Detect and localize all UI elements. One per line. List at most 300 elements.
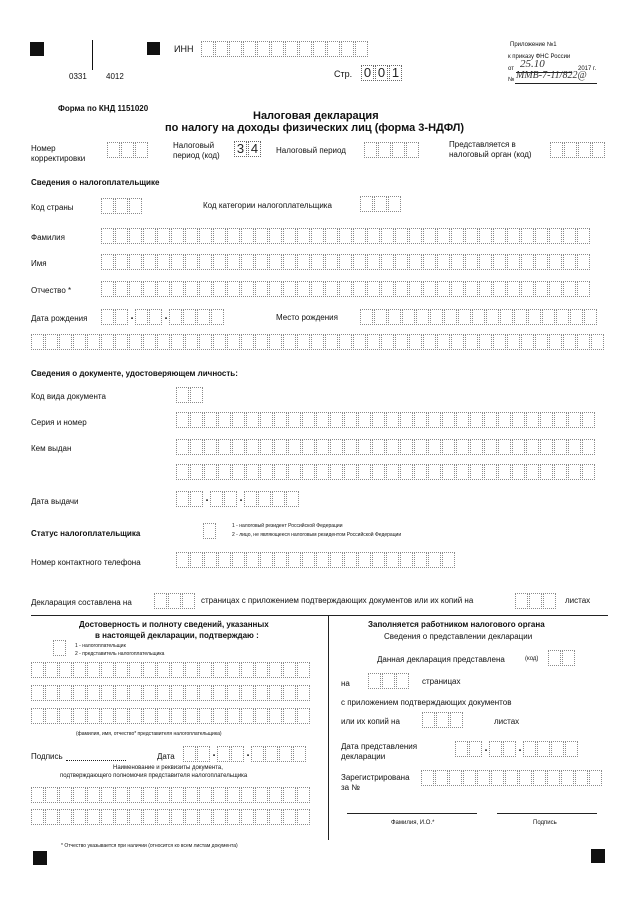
input-cell[interactable] — [45, 809, 58, 825]
input-cell[interactable] — [465, 334, 478, 350]
input-cell[interactable] — [213, 281, 226, 297]
first-name-field[interactable] — [101, 254, 591, 270]
input-cell[interactable] — [360, 196, 373, 212]
input-cell[interactable] — [185, 254, 198, 270]
input-cell[interactable] — [269, 254, 282, 270]
input-cell[interactable] — [182, 593, 195, 609]
input-cell[interactable] — [115, 198, 128, 214]
correction-number-field[interactable] — [107, 142, 149, 158]
input-cell[interactable] — [484, 439, 497, 455]
input-cell[interactable] — [582, 439, 595, 455]
input-cell[interactable] — [381, 334, 394, 350]
input-cell[interactable] — [255, 281, 268, 297]
input-cell[interactable] — [213, 787, 226, 803]
input-cell[interactable] — [388, 309, 401, 325]
input-cell[interactable] — [400, 439, 413, 455]
input-cell[interactable] — [283, 254, 296, 270]
input-cell[interactable] — [521, 254, 534, 270]
input-cell[interactable] — [505, 770, 518, 786]
country-code-field[interactable] — [101, 198, 143, 214]
input-cell[interactable] — [185, 809, 198, 825]
input-cell[interactable] — [241, 787, 254, 803]
input-cell[interactable] — [297, 662, 310, 678]
input-cell[interactable] — [73, 334, 86, 350]
input-cell[interactable] — [218, 464, 231, 480]
input-cell[interactable] — [135, 142, 148, 158]
input-cell[interactable] — [470, 464, 483, 480]
input-cell[interactable] — [129, 281, 142, 297]
tax-period-code-field[interactable] — [234, 141, 262, 157]
input-cell[interactable] — [368, 673, 381, 689]
input-cell[interactable] — [269, 708, 282, 724]
input-cell[interactable] — [260, 464, 273, 480]
input-cell[interactable] — [101, 281, 114, 297]
input-cell[interactable] — [190, 464, 203, 480]
input-cell[interactable] — [246, 552, 259, 568]
input-cell[interactable] — [372, 412, 385, 428]
input-cell[interactable] — [550, 142, 563, 158]
input-cell[interactable] — [409, 334, 422, 350]
input-cell[interactable] — [283, 281, 296, 297]
input-cell[interactable] — [31, 662, 44, 678]
input-cell[interactable] — [382, 673, 395, 689]
input-cell[interactable] — [59, 685, 72, 701]
input-cell[interactable] — [227, 281, 240, 297]
series-number-field[interactable] — [176, 412, 596, 428]
confirmer-type-field[interactable] — [53, 640, 67, 656]
input-cell[interactable] — [157, 254, 170, 270]
input-cell[interactable] — [568, 464, 581, 480]
input-cell[interactable] — [199, 685, 212, 701]
input-cell[interactable] — [563, 228, 576, 244]
input-cell[interactable] — [269, 685, 282, 701]
input-cell[interactable] — [562, 650, 575, 666]
input-cell[interactable] — [416, 309, 429, 325]
input-cell[interactable] — [157, 685, 170, 701]
input-cell[interactable] — [549, 254, 562, 270]
input-cell[interactable] — [507, 281, 520, 297]
input-cell[interactable] — [101, 708, 114, 724]
input-cell[interactable] — [168, 593, 181, 609]
input-cell[interactable] — [45, 662, 58, 678]
page-number-field[interactable] — [361, 65, 403, 81]
input-cell[interactable] — [526, 412, 539, 428]
input-cell[interactable] — [367, 254, 380, 270]
input-cell[interactable] — [101, 198, 114, 214]
input-cell[interactable] — [577, 228, 590, 244]
input-cell[interactable] — [227, 228, 240, 244]
input-cell[interactable] — [395, 281, 408, 297]
input-cell[interactable] — [241, 708, 254, 724]
input-cell[interactable] — [297, 281, 310, 297]
input-cell[interactable] — [381, 281, 394, 297]
input-cell[interactable] — [591, 334, 604, 350]
input-cell[interactable] — [199, 334, 212, 350]
input-cell[interactable] — [227, 685, 240, 701]
registration-number-field[interactable] — [421, 770, 603, 786]
input-cell[interactable] — [87, 685, 100, 701]
input-cell[interactable] — [59, 787, 72, 803]
issue-date-field[interactable]: . . — [176, 491, 300, 507]
input-cell[interactable] — [512, 412, 525, 428]
input-cell[interactable] — [143, 281, 156, 297]
input-cell[interactable] — [204, 464, 217, 480]
patronymic-field[interactable] — [101, 281, 591, 297]
input-cell[interactable] — [367, 228, 380, 244]
input-cell[interactable] — [269, 787, 282, 803]
input-cell[interactable] — [388, 196, 401, 212]
birth-date-field[interactable]: . . — [101, 309, 225, 325]
input-cell[interactable] — [302, 552, 315, 568]
input-cell[interactable] — [547, 770, 560, 786]
input-cell[interactable] — [232, 439, 245, 455]
input-cell[interactable] — [115, 787, 128, 803]
input-cell[interactable] — [129, 685, 142, 701]
input-cell[interactable] — [213, 662, 226, 678]
input-cell[interactable] — [283, 334, 296, 350]
input-cell[interactable] — [339, 281, 352, 297]
input-cell[interactable] — [450, 712, 463, 728]
input-cell[interactable] — [241, 334, 254, 350]
input-cell[interactable] — [285, 41, 298, 57]
input-cell[interactable] — [171, 281, 184, 297]
input-cell[interactable] — [484, 412, 497, 428]
office-pages-field[interactable] — [368, 673, 410, 689]
input-cell[interactable] — [414, 439, 427, 455]
input-cell[interactable] — [101, 254, 114, 270]
input-cell[interactable] — [500, 309, 513, 325]
input-cell[interactable] — [31, 685, 44, 701]
input-cell[interactable] — [372, 439, 385, 455]
confirm-date-field[interactable]: . . — [183, 746, 307, 762]
input-cell[interactable] — [241, 281, 254, 297]
input-cell[interactable] — [232, 552, 245, 568]
input-cell[interactable] — [372, 552, 385, 568]
input-cell[interactable] — [442, 412, 455, 428]
input-cell[interactable] — [227, 787, 240, 803]
input-cell[interactable] — [115, 228, 128, 244]
input-cell[interactable] — [190, 439, 203, 455]
input-cell[interactable] — [45, 334, 58, 350]
input-cell[interactable] — [171, 254, 184, 270]
input-cell[interactable] — [101, 228, 114, 244]
input-cell[interactable] — [185, 281, 198, 297]
input-cell[interactable] — [143, 685, 156, 701]
input-cell[interactable] — [358, 412, 371, 428]
input-cell[interactable] — [402, 309, 415, 325]
input-cell[interactable] — [430, 309, 443, 325]
input-cell[interactable] — [274, 464, 287, 480]
input-cell[interactable] — [302, 464, 315, 480]
input-cell[interactable] — [386, 412, 399, 428]
input-cell[interactable] — [246, 412, 259, 428]
input-cell[interactable] — [472, 309, 485, 325]
input-cell[interactable] — [115, 809, 128, 825]
input-cell[interactable] — [568, 412, 581, 428]
input-cell[interactable] — [232, 412, 245, 428]
input-cell[interactable] — [121, 142, 134, 158]
input-cell[interactable] — [269, 662, 282, 678]
input-cell[interactable] — [589, 770, 602, 786]
input-cell[interactable] — [395, 334, 408, 350]
input-cell[interactable] — [297, 685, 310, 701]
input-cell[interactable] — [31, 708, 44, 724]
input-cell[interactable] — [479, 281, 492, 297]
input-cell[interactable] — [203, 523, 216, 539]
input-cell[interactable] — [73, 708, 86, 724]
input-cell[interactable] — [330, 552, 343, 568]
input-cell[interactable] — [260, 552, 273, 568]
input-cell[interactable] — [330, 464, 343, 480]
input-cell[interactable] — [325, 334, 338, 350]
input-cell[interactable] — [561, 770, 574, 786]
input-cell[interactable] — [227, 334, 240, 350]
input-cell[interactable] — [255, 254, 268, 270]
input-cell[interactable] — [274, 552, 287, 568]
input-cell[interactable] — [428, 464, 441, 480]
input-cell[interactable] — [115, 685, 128, 701]
input-cell[interactable] — [358, 439, 371, 455]
input-cell[interactable] — [59, 708, 72, 724]
input-cell[interactable] — [507, 334, 520, 350]
input-cell[interactable] — [493, 228, 506, 244]
input-cell[interactable] — [498, 464, 511, 480]
input-cell[interactable] — [456, 439, 469, 455]
input-cell[interactable] — [107, 142, 120, 158]
input-cell[interactable] — [31, 809, 44, 825]
tax-authority-code-field[interactable] — [550, 142, 606, 158]
input-cell[interactable] — [409, 254, 422, 270]
input-cell[interactable] — [463, 770, 476, 786]
input-cell[interactable] — [535, 228, 548, 244]
input-cell[interactable] — [526, 464, 539, 480]
input-cell[interactable] — [297, 787, 310, 803]
input-cell[interactable] — [260, 412, 273, 428]
input-cell[interactable] — [246, 464, 259, 480]
input-cell[interactable] — [437, 254, 450, 270]
input-cell[interactable] — [400, 412, 413, 428]
input-cell[interactable] — [241, 685, 254, 701]
input-cell[interactable] — [255, 809, 268, 825]
input-cell[interactable] — [507, 254, 520, 270]
input-cell[interactable] — [255, 787, 268, 803]
input-cell[interactable] — [269, 334, 282, 350]
input-cell[interactable] — [428, 412, 441, 428]
input-cell[interactable] — [297, 708, 310, 724]
input-cell[interactable] — [374, 196, 387, 212]
input-cell[interactable] — [406, 142, 419, 158]
input-cell[interactable] — [283, 228, 296, 244]
input-cell[interactable] — [491, 770, 504, 786]
input-cell[interactable] — [283, 809, 296, 825]
input-cell[interactable] — [129, 809, 142, 825]
input-cell[interactable] — [465, 228, 478, 244]
input-cell[interactable] — [115, 334, 128, 350]
input-cell[interactable] — [199, 787, 212, 803]
input-cell[interactable] — [143, 708, 156, 724]
input-cell[interactable] — [73, 662, 86, 678]
input-cell[interactable] — [31, 334, 44, 350]
input-cell[interactable] — [470, 412, 483, 428]
input-cell[interactable] — [360, 309, 373, 325]
input-cell[interactable] — [521, 228, 534, 244]
input-cell[interactable] — [283, 662, 296, 678]
taxpayer-status-field[interactable] — [203, 523, 217, 539]
input-cell[interactable] — [428, 439, 441, 455]
input-cell[interactable] — [400, 464, 413, 480]
input-cell[interactable] — [218, 552, 231, 568]
input-cell[interactable] — [311, 281, 324, 297]
input-cell[interactable] — [87, 708, 100, 724]
input-cell[interactable] — [269, 228, 282, 244]
input-cell[interactable] — [436, 712, 449, 728]
input-cell[interactable] — [458, 309, 471, 325]
input-cell[interactable] — [297, 334, 310, 350]
input-cell[interactable] — [87, 334, 100, 350]
input-cell[interactable] — [59, 334, 72, 350]
input-cell[interactable] — [255, 228, 268, 244]
input-cell[interactable] — [227, 708, 240, 724]
input-cell[interactable] — [339, 228, 352, 244]
input-cell[interactable] — [564, 142, 577, 158]
input-cell[interactable] — [479, 228, 492, 244]
input-cell[interactable] — [229, 41, 242, 57]
input-cell[interactable] — [311, 334, 324, 350]
input-cell[interactable] — [204, 412, 217, 428]
input-cell[interactable] — [339, 254, 352, 270]
input-cell[interactable] — [157, 281, 170, 297]
input-cell[interactable] — [563, 254, 576, 270]
input-cell[interactable] — [73, 787, 86, 803]
input-cell[interactable] — [288, 464, 301, 480]
input-cell[interactable] — [246, 439, 259, 455]
input-cell[interactable] — [367, 281, 380, 297]
input-cell[interactable] — [344, 464, 357, 480]
input-cell[interactable] — [269, 809, 282, 825]
input-cell[interactable] — [353, 254, 366, 270]
input-cell[interactable] — [302, 439, 315, 455]
input-cell[interactable] — [227, 254, 240, 270]
input-cell[interactable] — [358, 464, 371, 480]
input-cell[interactable] — [353, 281, 366, 297]
submission-method-code-field[interactable] — [548, 650, 576, 666]
input-cell[interactable] — [414, 464, 427, 480]
input-cell[interactable] — [87, 809, 100, 825]
input-cell[interactable] — [395, 254, 408, 270]
input-cell[interactable] — [381, 228, 394, 244]
input-cell[interactable] — [143, 662, 156, 678]
input-cell[interactable] — [143, 787, 156, 803]
input-cell[interactable] — [512, 439, 525, 455]
input-cell[interactable] — [255, 685, 268, 701]
input-cell[interactable] — [185, 787, 198, 803]
input-cell[interactable] — [129, 198, 142, 214]
input-cell[interactable] — [325, 281, 338, 297]
input-cell[interactable] — [271, 41, 284, 57]
input-cell[interactable] — [540, 464, 553, 480]
input-cell[interactable] — [423, 254, 436, 270]
input-cell[interactable] — [115, 281, 128, 297]
input-cell[interactable] — [283, 787, 296, 803]
input-cell[interactable] — [199, 228, 212, 244]
input-cell[interactable] — [549, 334, 562, 350]
input-cell[interactable] — [59, 662, 72, 678]
input-cell[interactable] — [288, 412, 301, 428]
input-cell[interactable] — [288, 552, 301, 568]
input-cell[interactable] — [486, 309, 499, 325]
input-cell[interactable] — [316, 464, 329, 480]
input-cell[interactable] — [535, 254, 548, 270]
input-cell[interactable] — [519, 770, 532, 786]
input-cell[interactable] — [143, 334, 156, 350]
input-cell[interactable] — [493, 254, 506, 270]
input-cell[interactable] — [129, 334, 142, 350]
input-cell[interactable] — [157, 708, 170, 724]
input-cell[interactable] — [204, 552, 217, 568]
input-cell[interactable] — [227, 662, 240, 678]
input-cell[interactable] — [451, 281, 464, 297]
input-cell[interactable] — [577, 254, 590, 270]
input-cell[interactable] — [73, 809, 86, 825]
input-cell[interactable] — [554, 439, 567, 455]
input-cell[interactable] — [528, 309, 541, 325]
input-cell[interactable] — [353, 334, 366, 350]
input-cell[interactable] — [185, 662, 198, 678]
birth-place-field-line-2[interactable] — [31, 334, 605, 350]
input-cell[interactable] — [521, 281, 534, 297]
input-cell[interactable] — [59, 809, 72, 825]
input-cell[interactable] — [199, 662, 212, 678]
input-cell[interactable] — [45, 708, 58, 724]
doc-type-code-field[interactable] — [176, 387, 204, 403]
input-cell[interactable] — [543, 593, 556, 609]
input-cell[interactable] — [297, 254, 310, 270]
input-cell[interactable] — [529, 593, 542, 609]
input-cell[interactable] — [255, 334, 268, 350]
input-cell[interactable] — [241, 228, 254, 244]
input-cell[interactable] — [115, 254, 128, 270]
input-cell[interactable] — [498, 439, 511, 455]
input-cell[interactable] — [241, 254, 254, 270]
input-cell[interactable] — [575, 770, 588, 786]
input-cell[interactable] — [533, 770, 546, 786]
input-cell[interactable] — [549, 228, 562, 244]
office-copies-sheets-field[interactable] — [422, 712, 464, 728]
input-cell[interactable] — [199, 809, 212, 825]
input-cell[interactable] — [176, 387, 189, 403]
input-cell[interactable] — [344, 439, 357, 455]
input-cell[interactable] — [479, 334, 492, 350]
input-cell[interactable] — [101, 809, 114, 825]
input-cell[interactable] — [423, 334, 436, 350]
input-cell[interactable] — [313, 41, 326, 57]
input-cell[interactable] — [344, 412, 357, 428]
input-cell[interactable] — [101, 662, 114, 678]
input-cell[interactable] — [577, 281, 590, 297]
input-cell[interactable] — [444, 309, 457, 325]
input-cell[interactable] — [577, 334, 590, 350]
input-cell[interactable] — [507, 228, 520, 244]
input-cell[interactable] — [423, 228, 436, 244]
input-cell[interactable] — [465, 281, 478, 297]
input-cell[interactable] — [325, 228, 338, 244]
input-cell[interactable] — [87, 662, 100, 678]
input-cell[interactable] — [311, 228, 324, 244]
input-cell[interactable] — [442, 552, 455, 568]
input-cell[interactable] — [378, 142, 391, 158]
input-cell[interactable] — [101, 787, 114, 803]
representative-fio-line-3[interactable] — [31, 708, 311, 724]
